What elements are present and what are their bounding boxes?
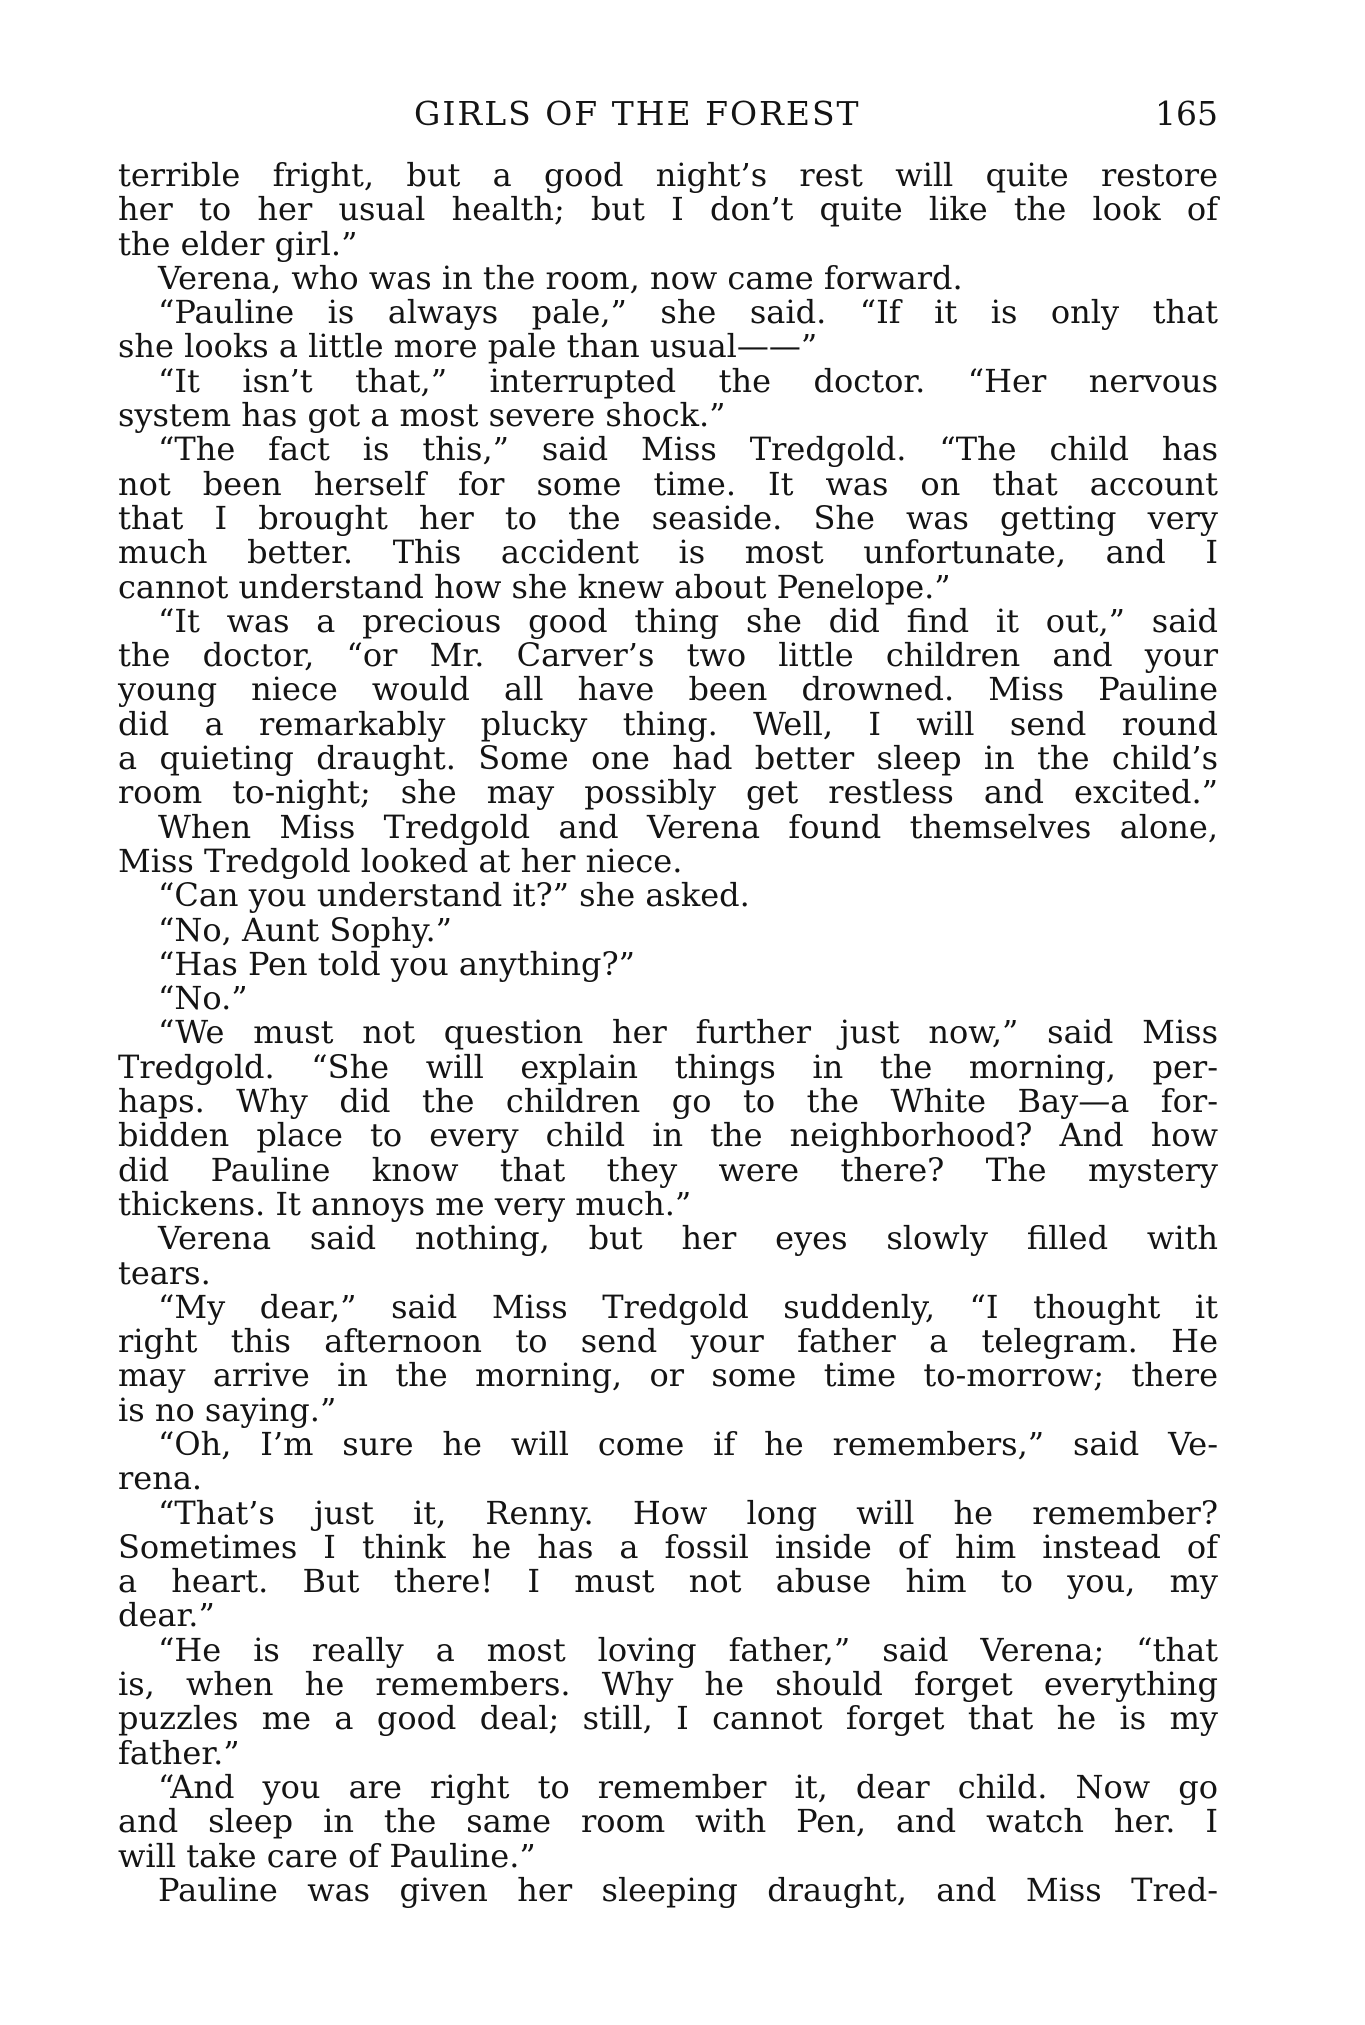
- text-line: “Has Pen told you anything?”: [158, 944, 635, 983]
- text-line: she looks a little more pale than usual——”: [118, 327, 818, 366]
- text-line: tears.: [118, 1253, 211, 1292]
- text-line: Sometimes I think he has a fossil inside of him instead of: [118, 1527, 1218, 1566]
- text-line: “Can you understand it?” she asked.: [158, 876, 750, 915]
- text-line: dear.”: [118, 1596, 215, 1635]
- text-line: may arrive in the morning, or some time to-morrow; there: [118, 1356, 1218, 1395]
- text-line: “Pauline is always pale,” she said. “If it is only that: [158, 293, 1218, 332]
- body-text: [118, 158, 1218, 1907]
- text-line: Verena said nothing, but her eyes slowly filled with: [158, 1219, 1218, 1258]
- text-line: rena.: [118, 1459, 203, 1498]
- text-line: is no saying.”: [118, 1390, 337, 1429]
- text-line: much better. This accident is most unfortunate, and I: [118, 533, 1218, 572]
- text-line: “And you are right to remember it, dear child. Now go: [158, 1767, 1218, 1806]
- text-line: did Pauline know that they were there? The mystery: [118, 1150, 1218, 1189]
- text-line: terrible fright, but a good night’s rest will quite restore: [118, 156, 1218, 194]
- text-line: “He is really a most loving father,” said Verena; “that: [158, 1630, 1218, 1669]
- text-line: “That’s just it, Renny. How long will he remember?: [158, 1493, 1218, 1532]
- text-line: thickens. It annoys me very much.”: [118, 1184, 692, 1223]
- text-line: “No, Aunt Sophy.”: [158, 910, 452, 949]
- text-line: that I brought her to the seaside. She was getting very: [118, 498, 1218, 537]
- text-line: “My dear,” said Miss Tredgold suddenly, “I thought it: [158, 1287, 1218, 1326]
- text-line: young niece would all have been drowned. Miss Pauline: [118, 670, 1218, 709]
- text-line: Miss Tredgold looked at her niece.: [118, 841, 683, 880]
- text-line: “No.”: [158, 979, 248, 1018]
- text-line: bidden place to every child in the neighborhood? And how: [118, 1116, 1218, 1155]
- text-line: “The fact is this,” said Miss Tredgold. “The child has: [158, 430, 1218, 469]
- text-line: did a remarkably plucky thing. Well, I will send round: [118, 704, 1218, 743]
- text-line: “It was a precious good thing she did find it out,” said: [158, 601, 1218, 640]
- text-line: Tredgold. “She will explain things in the morning, per-: [118, 1047, 1218, 1086]
- text-line: a heart. But there! I must not abuse him to you, my: [118, 1562, 1218, 1601]
- page-number: 165: [1155, 94, 1218, 133]
- text-line: a quieting draught. Some one had better sleep in the child’s: [118, 739, 1218, 778]
- text-line: room to-night; she may possibly get restless and excited.”: [118, 773, 1218, 812]
- text-line: Pauline was given her sleeping draught, and Miss Tred-: [158, 1870, 1218, 1909]
- text-line: not been herself for some time. It was on that account: [118, 464, 1218, 503]
- text-line: When Miss Tredgold and Verena found themselves alone,: [158, 807, 1218, 846]
- text-line: Verena, who was in the room, now came forward.: [158, 258, 963, 297]
- text-line: her to her usual health; but I don’t quite like the look of: [118, 190, 1218, 229]
- running-header: [118, 92, 1218, 136]
- text-line: cannot understand how she knew about Penelope.”: [118, 567, 951, 606]
- text-line: the elder girl.”: [118, 224, 358, 263]
- text-line: “It isn’t that,” interrupted the doctor. “Her nervous: [158, 361, 1218, 400]
- text-line: system has got a most severe shock.”: [118, 396, 726, 435]
- text-line: is, when he remembers. Why he should forget everything: [118, 1665, 1218, 1704]
- text-line: and sleep in the same room with Pen, and watch her. I: [118, 1802, 1218, 1841]
- text-line: puzzles me a good deal; still, I cannot forget that he is my: [118, 1699, 1218, 1738]
- text-line: the doctor, “or Mr. Carver’s two little children and your: [118, 636, 1218, 675]
- text-line: will take care of Pauline.”: [118, 1836, 536, 1875]
- text-line: “We must not question her further just now,” said Miss: [158, 1013, 1218, 1052]
- running-title: GIRLS OF THE FOREST: [414, 94, 861, 133]
- text-line: haps. Why did the children go to the White Bay—a for-: [118, 1082, 1218, 1121]
- text-line: father.”: [118, 1733, 240, 1772]
- text-line: right this afternoon to send your father a telegram. He: [118, 1322, 1218, 1361]
- text-line: “Oh, I’m sure he will come if he remembers,” said Ve-: [158, 1424, 1218, 1463]
